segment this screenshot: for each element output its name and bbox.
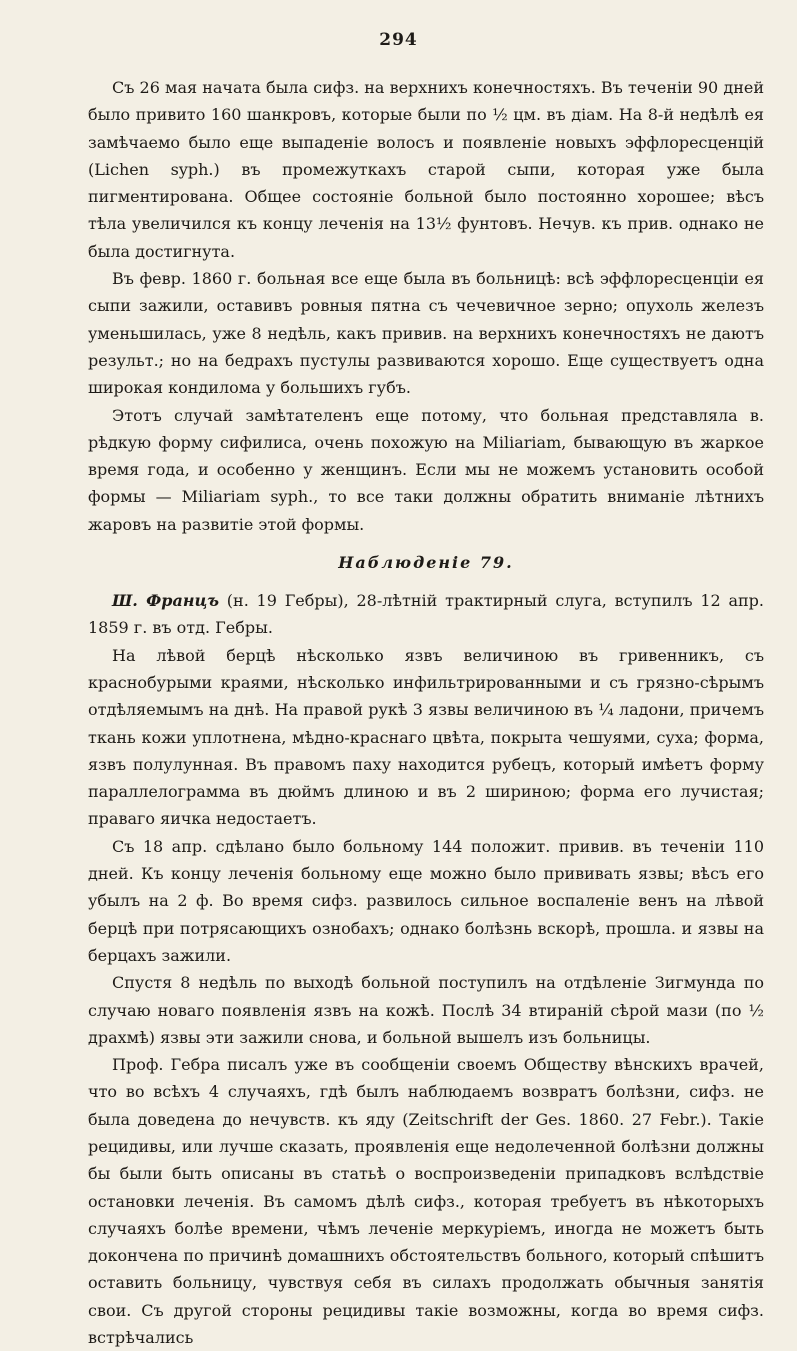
paragraph [88,587,764,642]
page-number: 294 [379,30,418,50]
paragraph: На лѣвой берцѣ нѣсколько язвъ величиною въ гривенникъ, съ краснобурыми краями, нѣсколько инфильтрированными и съ грязно-сѣрымъ отдѣляемымъ на днѣ. На правой рукѣ 3 язвы величиною въ ¼ ладони, причемъ ткань кожи уплотнена, мѣдно-краснаго цвѣта, покрыта чешуями, суха; форма, язвъ полулунная. Въ правомъ паху находится рубецъ, который имѣетъ форму параллелограмма въ дюймъ длиною и въ 2 шириною; форма его лучистая; праваго яичка недостаетъ. [88,645,764,829]
paragraph-text: (н. 19 Гебры), 28-лѣтнiй трактирный слуга, вступилъ 12 апр. 1859 г. въ отд. Гебры. [88,591,765,638]
patient-name: Ш. Францъ [112,591,220,611]
paragraph: Въ февр. 1860 г. больная все еще была въ больницѣ: всѣ эффлоресценцiи ея сыпи зажили, оставивъ ровныя пятна съ чечевичное зерно; опухоль железъ уменьшилась, уже 8 недѣль, какъ привив. на верхнихъ конечностяхъ не даютъ результ.; но на бедрахъ пустулы развиваются хорошо. Еще существуетъ одна широкая кондилома у большихъ губъ. [88,269,764,398]
section-heading: Наблюденiе 79. [338,553,514,573]
paragraph: Этотъ случай замѣтателенъ еще потому, что больная представляла в. рѣдкую форму сифилиса, очень похожую на Miliariam, бывающую въ жаркое время года, и особенно у женщинъ. Если мы не можемъ установить особой формы — Miliariam syph., то все таки должны обратить вниманiе лѣтнихъ жаровъ на развитiе этой формы. [88,405,764,534]
paragraph: Проф. Гебра писалъ уже въ сообщенiи своемъ Обществу вѣнскихъ врачей, что во всѣхъ 4 случаяхъ, гдѣ былъ наблюдаемъ возвратъ болѣзни, сифз. не была доведена до нечувств. къ яду (Zeitschrift der Ges. 1860. 27 Febr.). Такiе рецидивы, или лучше сказать, проявленiя еще недолеченной болѣзни должны бы были быть описаны въ статьѣ о воспроизведенiи припадковъ вслѣдствiе остановки леченiя. Въ самомъ дѣлѣ сифз., которая требуетъ въ нѣкоторыхъ случаяхъ болѣе времени, чѣмъ леченiе меркурiемъ, иногда не можетъ быть докончена по причинѣ домашнихъ обстоятельствъ больного, который спѣшитъ оставить больницу, чувствуя себя въ силахъ продолжать обычныя занятiя свои. Съ другой стороны рецидивы такiе возможны, когда во время сифз. встрѣчались [88,1055,764,1348]
body-text [88,74,764,1351]
paragraph: Спустя 8 недѣль по выходѣ больной поступилъ на отдѣленiе Зигмунда по случаю новаго появленiя язвъ на кожѣ. Послѣ 34 втиранiй сѣрой мази (по ½ драхмѣ) язвы эти зажили снова, и больной вышелъ изъ больницы. [88,973,764,1047]
paragraph: Съ 18 апр. сдѣлано было больному 144 положит. привив. въ теченiи 110 дней. Къ концу леченiя больному еще можно было прививать язвы; вѣсъ его убылъ на 2 ф. Во время сифз. развилось сильное воспаленiе венъ на лѣвой берцѣ при потрясающихъ ознобахъ; однако болѣзнь вскорѣ, прошла. и язвы на берцахъ зажили. [88,836,764,965]
paragraph: Съ 26 мая начата была сифз. на верхнихъ конечностяхъ. Въ теченiи 90 дней было привито 160 шанкровъ, которые были по ½ цм. въ дiам. На 8-й недѣлѣ ея замѣчаемо было еще выпаденiе волосъ и появленiе новыхъ эффлоресценцiй (Lichen syph.) въ промежуткахъ старой сыпи, которая уже была пигментирована. Общее состоянiе больной было постоянно хорошее; вѣсъ тѣла увеличился къ концу леченiя на 13½ фунтовъ. Нечув. къ прив. однако не была достигнута. [88,78,764,261]
